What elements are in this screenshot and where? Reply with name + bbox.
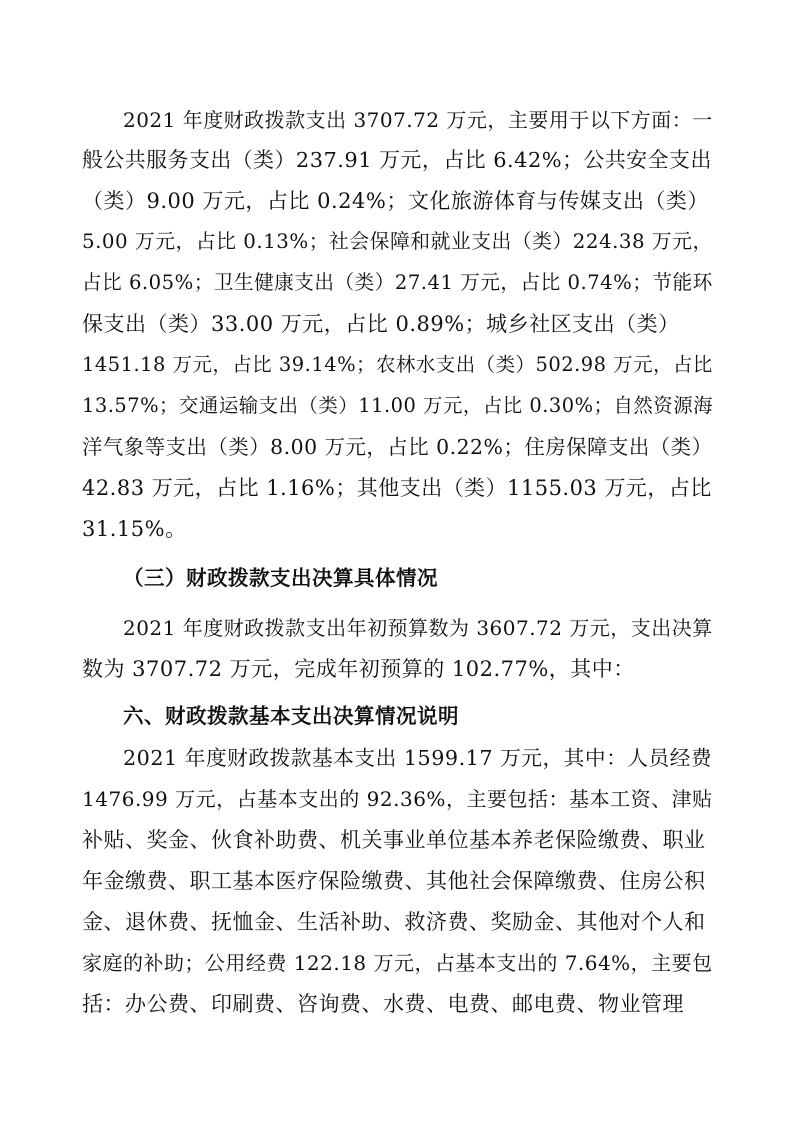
paragraph-line: 1451.18 万元，占比 39.14%；农林水支出（类）502.98 万元，占比 (82, 353, 713, 376)
paragraph-line: 占比 6.05%；卫生健康支出（类）27.41 万元，占比 0.74%；节能环 (82, 271, 713, 294)
paragraph-line: 2021 年度财政拨款支出年初预算数为 3607.72 万元，支出决算 (123, 616, 713, 640)
paragraph-line: 42.83 万元，占比 1.16%；其他支出（类）1155.03 万元，占比 (82, 476, 712, 500)
paragraph-line: 般公共服务支出（类）237.91 万元，占比 6.42%；公共安全支出 (82, 148, 712, 172)
paragraph-line: 2021 年度财政拨款支出 3707.72 万元，主要用于以下方面：一 (123, 108, 713, 132)
paragraph-line: 年金缴费、职工基本医疗保险缴费、其他社会保障缴费、住房公积 (82, 869, 706, 893)
paragraph-line: 补贴、奖金、伙食补助费、机关事业单位基本养老保险缴费、职业 (82, 828, 706, 852)
paragraph-line: 2021 年度财政拨款基本支出 1599.17 万元，其中：人员经费 (123, 746, 713, 770)
paragraph-line: 13.57%；交通运输支出（类）11.00 万元，占比 0.30%；自然资源海 (82, 394, 714, 417)
paragraph-line: 1476.99 万元，占基本支出的 92.36%，主要包括：基本工资、津贴 (82, 787, 713, 811)
paragraph-line: 31.15%。 (82, 517, 187, 541)
paragraph-line: 5.00 万元，占比 0.13%；社会保障和就业支出（类）224.38 万元， (82, 230, 713, 253)
paragraph-line: 括：办公费、印刷费、咨询费、水费、电费、邮电费、物业管理 (82, 992, 684, 1016)
paragraph-line: 数为 3707.72 万元，完成年初预算的 102.77%，其中： (82, 657, 635, 681)
paragraph-line: 保支出（类）33.00 万元，占比 0.89%；城乡社区支出（类） (82, 312, 680, 336)
section-heading: （三）财政拨款支出决算具体情况 (123, 566, 438, 590)
paragraph-line: 家庭的补助；公用经费 122.18 万元，占基本支出的 7.64%，主要包 (82, 951, 713, 975)
paragraph-line: （类）9.00 万元，占比 0.24%；文化旅游体育与传媒支出（类） (82, 189, 709, 213)
paragraph-line: 金、退休费、抚恤金、生活补助、救济费、奖励金、其他对个人和 (82, 910, 706, 934)
section-heading: 六、财政拨款基本支出决算情况说明 (123, 704, 459, 728)
paragraph-line: 洋气象等支出（类）8.00 万元，占比 0.22%；住房保障支出（类） (82, 435, 713, 459)
